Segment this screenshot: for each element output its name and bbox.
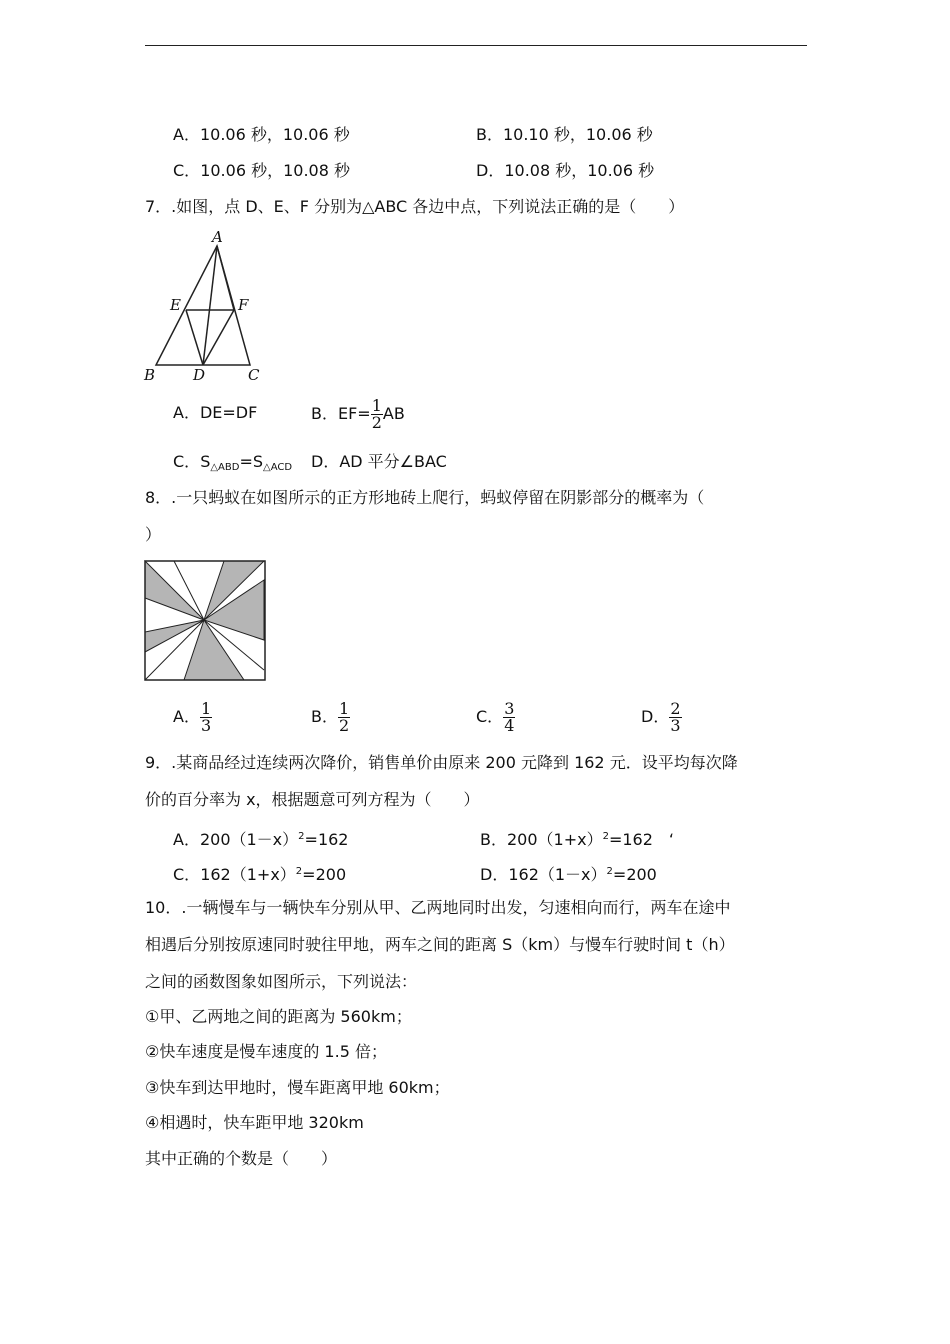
option-post: =200 xyxy=(302,865,347,884)
fraction-numerator: 1 xyxy=(200,699,212,718)
q7-triangle-figure xyxy=(140,228,270,386)
q9-option-d[interactable] xyxy=(480,861,657,886)
fraction-denominator: 3 xyxy=(670,716,681,735)
q10-stem-line2: 相遇后分别按原速同时驶往甲地，两车之间的距离 S（km）与慢车行驶时间 t（h） xyxy=(145,935,735,954)
area-s: S xyxy=(200,452,211,471)
label-f: F xyxy=(238,296,249,314)
option-letter: A． xyxy=(173,125,200,144)
fraction-denominator: 3 xyxy=(200,716,212,735)
fraction xyxy=(669,701,681,734)
option-letter: C． xyxy=(173,452,201,471)
option-letter: D． xyxy=(311,452,340,471)
q8-square-tile-figure xyxy=(144,560,266,682)
exponent: 2 xyxy=(295,866,303,877)
q9-option-c[interactable] xyxy=(173,861,346,886)
fraction-numerator: 1 xyxy=(338,699,350,718)
option-post: =162 xyxy=(304,830,349,849)
option-letter: B． xyxy=(476,125,503,144)
option-text: 10.06 秒，10.06 秒 xyxy=(199,125,350,144)
fraction-denominator: 2 xyxy=(338,716,350,735)
q9-option-a[interactable] xyxy=(173,826,348,851)
q6-option-d[interactable] xyxy=(476,160,654,182)
q9-option-b[interactable] xyxy=(480,826,674,851)
q10-stem-line3: 之间的函数图象如图所示，下列说法： xyxy=(145,972,418,991)
option-text: AD 平分∠BAC xyxy=(339,452,447,471)
q9-stem-line2: 价的百分率为 x，根据题意可列方程为（ ） xyxy=(145,790,480,809)
option-pre: 162（1－x） xyxy=(508,865,607,884)
fraction-denominator: 4 xyxy=(504,716,515,735)
q10-question: 其中正确的个数是（ ） xyxy=(145,1149,338,1168)
fraction-numerator: 1 xyxy=(371,396,382,415)
q6-option-b[interactable] xyxy=(476,124,653,146)
q8-stem-line2: ） xyxy=(145,525,162,544)
q10-statement: ②快车速度是慢车速度的 1.5 倍； xyxy=(145,1042,387,1061)
q9-stem-line1: 9．.某商品经过连续两次降价，销售单价由原来 200 元降到 162 元．设平均每次降 xyxy=(145,753,738,772)
fraction xyxy=(200,701,212,734)
q7-option-a[interactable] xyxy=(173,402,257,424)
exponent: 2 xyxy=(602,831,609,842)
option-letter: A． xyxy=(173,403,200,422)
segment-ad xyxy=(203,246,217,365)
option-letter: C． xyxy=(476,707,504,726)
q10-stem-line1: 10．.一辆慢车与一辆快车分别从甲、乙两地同时出发，匀速相向而行，两车在途中 xyxy=(145,898,731,917)
fraction xyxy=(503,701,515,734)
option-letter: D． xyxy=(480,865,509,884)
exponent: 2 xyxy=(606,866,613,877)
label-e: E xyxy=(170,296,181,314)
fraction-numerator: 2 xyxy=(670,699,681,718)
fraction-numerator: 3 xyxy=(504,699,515,718)
q7-option-c[interactable] xyxy=(173,451,292,479)
q10-statement: ①甲、乙两地之间的距离为 560km； xyxy=(145,1007,412,1026)
fraction-denominator: 2 xyxy=(371,413,382,432)
option-text: 10.08 秒，10.06 秒 xyxy=(504,161,655,180)
option-text: DE=DF xyxy=(199,403,258,422)
q8-stem-line1: 8．.一只蚂蚁在如图所示的正方形地砖上爬行，蚂蚁停留在阴影部分的概率为（ xyxy=(145,488,705,507)
option-post: =162 ‘ xyxy=(608,830,675,849)
option-letter: B． xyxy=(311,707,338,726)
q7-option-b[interactable] xyxy=(311,398,405,431)
q8-option-a[interactable] xyxy=(173,697,212,737)
q7-option-d[interactable] xyxy=(311,451,447,473)
q10-statement: ④相遇时，快车距甲地 320km xyxy=(145,1113,364,1132)
option-letter: D． xyxy=(641,707,670,726)
segment-af xyxy=(217,246,234,310)
option-post: =200 xyxy=(612,865,657,884)
option-letter: B． xyxy=(311,404,338,423)
option-text: 10.06 秒，10.08 秒 xyxy=(200,161,350,180)
q8-option-b[interactable] xyxy=(311,697,350,737)
shaded-region xyxy=(145,561,204,620)
option-letter: B． xyxy=(480,830,507,849)
option-pre: EF= xyxy=(337,404,371,423)
subscript-abd: △ABD xyxy=(210,462,240,473)
option-letter: C． xyxy=(173,865,201,884)
option-pre: 200（1－x） xyxy=(199,830,299,849)
exponent: 2 xyxy=(298,831,305,842)
option-letter: A． xyxy=(173,830,200,849)
option-pre: 162（1+x） xyxy=(200,865,296,884)
subscript-acd: △ACD xyxy=(263,462,293,473)
equals-s: =S xyxy=(239,452,263,471)
label-d: D xyxy=(193,366,206,384)
option-letter: C． xyxy=(173,161,201,180)
header-rule xyxy=(145,45,807,46)
option-letter: A． xyxy=(173,707,200,726)
fraction xyxy=(371,398,383,431)
q6-option-c[interactable] xyxy=(173,160,350,182)
q7-stem: 7．.如图，点 D、E、F 分别为△ABC 各边中点，下列说法正确的是（ ） xyxy=(145,197,685,216)
option-post: AB xyxy=(382,404,405,423)
label-c: C xyxy=(248,366,260,384)
option-letter: D． xyxy=(476,161,505,180)
segment-fd xyxy=(203,310,234,365)
q10-statement: ③快车到达甲地时，慢车距离甲地 60km； xyxy=(145,1078,450,1097)
q6-option-a[interactable] xyxy=(173,124,350,146)
label-a: A xyxy=(212,228,223,246)
fraction xyxy=(338,701,350,734)
option-pre: 200（1+x） xyxy=(506,830,603,849)
q8-option-c[interactable] xyxy=(476,697,515,737)
q8-option-d[interactable] xyxy=(641,697,682,737)
label-b: B xyxy=(144,366,156,384)
segment-ed xyxy=(186,310,203,365)
option-text: 10.10 秒，10.06 秒 xyxy=(502,125,653,144)
